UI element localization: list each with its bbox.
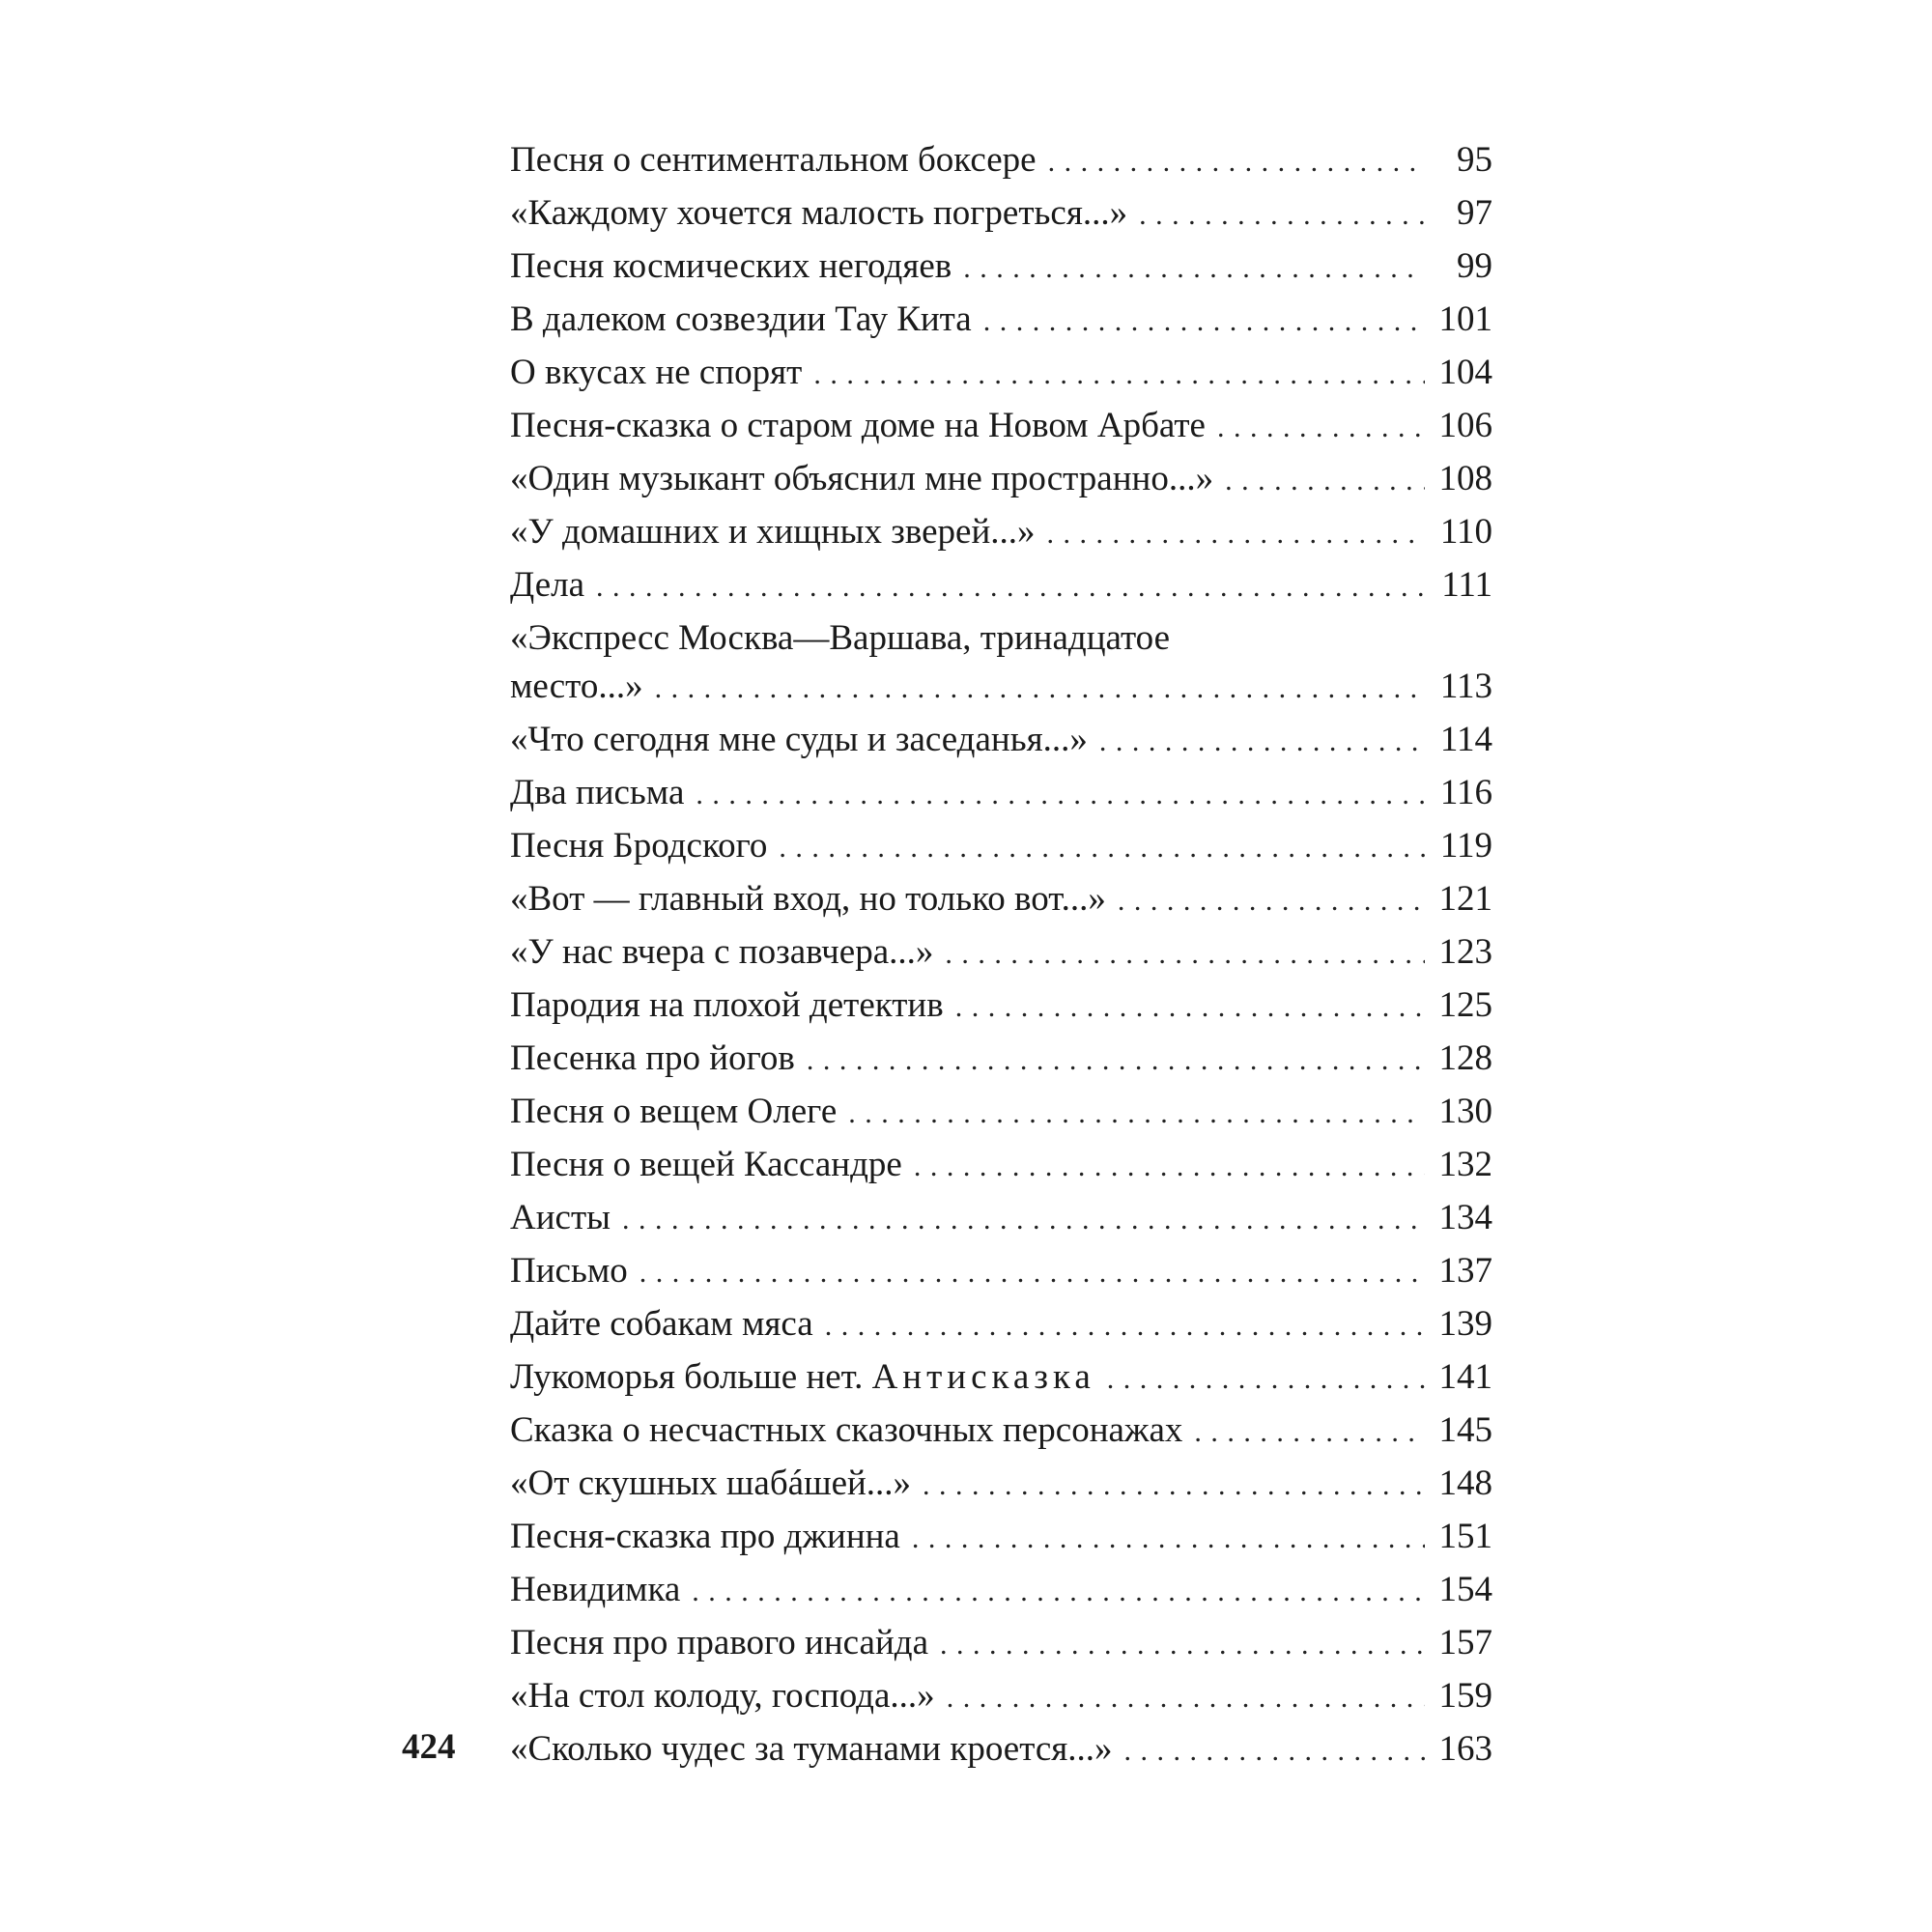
- toc-entry-page: 110: [1439, 512, 1492, 552]
- toc-entry-title-line2: место...»: [510, 667, 643, 706]
- toc-entry-page: 121: [1438, 879, 1492, 919]
- toc-entry: [510, 186, 1492, 240]
- toc-entry: [510, 1404, 1492, 1457]
- toc-entry-page: 151: [1438, 1517, 1492, 1556]
- toc-entry-page: 148: [1438, 1463, 1492, 1503]
- dot-leader: [639, 1246, 1425, 1299]
- toc-entry: [510, 558, 1492, 611]
- dot-leader: [1217, 401, 1425, 454]
- dot-leader: [1124, 1724, 1425, 1777]
- toc-entry: [510, 872, 1492, 925]
- dot-leader: [923, 1459, 1425, 1512]
- dot-leader: [622, 1193, 1425, 1246]
- toc-entry: [510, 452, 1492, 505]
- dot-leader: [912, 1512, 1425, 1565]
- dot-leader: [696, 768, 1425, 821]
- toc-entry: [510, 925, 1492, 979]
- toc-entry: [510, 611, 1492, 713]
- toc-entry-title: «Вот — главный вход, но только вот...»: [510, 879, 1106, 919]
- toc-entry-page: 130: [1438, 1092, 1492, 1131]
- toc-entry: [510, 1297, 1492, 1350]
- toc-entry-title: «У домашних и хищных зверей...»: [510, 512, 1036, 552]
- toc-entry: [510, 133, 1492, 186]
- toc-entry-page: 114: [1439, 720, 1492, 759]
- toc-entry-title: В далеком созвездии Тау Кита: [510, 299, 972, 339]
- toc-entry-subtitle: Антисказка: [871, 1357, 1095, 1397]
- toc-entry-page: 101: [1438, 299, 1492, 339]
- toc-entry-title: Дайте собакам мяса: [510, 1304, 813, 1344]
- toc-entry: [510, 819, 1492, 872]
- toc-entry-page: 141: [1438, 1357, 1492, 1397]
- page-number: 424: [402, 1727, 456, 1767]
- toc-entry-page: 137: [1438, 1251, 1492, 1291]
- toc-entry-title: Пародия на плохой детектив: [510, 985, 944, 1025]
- toc-entry-page: 97: [1457, 193, 1492, 233]
- dot-leader: [955, 980, 1425, 1034]
- toc-entry-page: 108: [1438, 459, 1492, 498]
- toc-entry: [510, 1085, 1492, 1138]
- toc-entry-page: 104: [1438, 353, 1492, 392]
- toc-entry: [510, 766, 1492, 819]
- dot-leader: [1118, 874, 1425, 927]
- toc-entry-title: «От скушных шабáшей...»: [510, 1463, 912, 1503]
- toc-entry-page: 119: [1439, 826, 1492, 866]
- toc-entry-title: Дела: [510, 565, 584, 605]
- dot-leader: [963, 242, 1425, 295]
- dot-leader: [813, 348, 1425, 401]
- toc-entry-page: 113: [1439, 667, 1492, 706]
- dot-leader: [848, 1087, 1425, 1140]
- toc-entry: [510, 1350, 1492, 1404]
- toc-entry: [510, 979, 1492, 1032]
- toc-entry-title: Два письма: [510, 773, 685, 812]
- toc-entry-page: 154: [1438, 1570, 1492, 1609]
- toc-entry-page: 116: [1439, 773, 1492, 812]
- toc-entry-title: Песенка про йогов: [510, 1038, 795, 1078]
- toc-entry-page: 145: [1438, 1410, 1492, 1450]
- table-of-contents: [510, 133, 1492, 1776]
- toc-entry-title: Песня про правого инсайда: [510, 1623, 928, 1662]
- dot-leader: [692, 1565, 1425, 1618]
- dot-leader: [596, 560, 1425, 613]
- toc-entry-page: 157: [1438, 1623, 1492, 1662]
- toc-entry-title: Песня Бродского: [510, 826, 768, 866]
- toc-entry: [510, 240, 1492, 293]
- toc-entry-page: 134: [1438, 1198, 1492, 1237]
- toc-entry: [510, 1510, 1492, 1563]
- toc-entry-title: Песня о вещей Кассандре: [510, 1145, 902, 1184]
- dot-leader: [779, 821, 1425, 874]
- toc-entry-page: 139: [1438, 1304, 1492, 1344]
- dot-leader: [945, 927, 1425, 980]
- toc-entry-title: «Сколько чудес за туманами кроется...»: [510, 1729, 1113, 1769]
- toc-entry-title: Письмо: [510, 1251, 628, 1291]
- toc-entry-title: Невидимка: [510, 1570, 681, 1609]
- dot-leader: [1139, 188, 1425, 242]
- toc-entry: [510, 1457, 1492, 1510]
- toc-entry-page: 125: [1438, 985, 1492, 1025]
- dot-leader: [655, 662, 1425, 715]
- toc-entry: [510, 1669, 1492, 1722]
- toc-entry-title: Аисты: [510, 1198, 611, 1237]
- toc-entry-title: Песня о сентиментальном боксере: [510, 140, 1037, 180]
- toc-entry-page: 95: [1457, 140, 1492, 180]
- dot-leader: [1107, 1352, 1425, 1406]
- toc-entry: [510, 399, 1492, 452]
- toc-entry-title: «У нас вчера с позавчера...»: [510, 932, 934, 972]
- toc-entry-page: 132: [1438, 1145, 1492, 1184]
- toc-entry-page: 159: [1438, 1676, 1492, 1716]
- toc-entry-title: «На стол колоду, господа...»: [510, 1676, 935, 1716]
- toc-entry-title: «Каждому хочется малость погреться...»: [510, 193, 1128, 233]
- toc-entry-title: Сказка о несчастных сказочных персонажах: [510, 1410, 1183, 1450]
- toc-entry: [510, 1563, 1492, 1616]
- toc-entry-title-main: Лукоморья больше нет.: [510, 1357, 864, 1397]
- toc-entry: [510, 346, 1492, 399]
- dot-leader: [1048, 135, 1425, 188]
- toc-entry-title-line1: «Экспресс Москва—Варшава, тринадцатое: [510, 618, 1171, 658]
- dot-leader: [807, 1034, 1425, 1087]
- dot-leader: [983, 295, 1425, 348]
- toc-entry-page: 106: [1438, 406, 1492, 445]
- dot-leader: [947, 1671, 1425, 1724]
- toc-entry: [510, 1138, 1492, 1191]
- toc-entry-title: Песня-сказка о старом доме на Новом Арбате: [510, 406, 1206, 445]
- toc-entry-title: «Что сегодня мне суды и заседанья...»: [510, 720, 1088, 759]
- toc-entry: [510, 1032, 1492, 1085]
- dot-leader: [825, 1299, 1425, 1352]
- toc-entry: [510, 293, 1492, 346]
- toc-entry-page: 123: [1438, 932, 1492, 972]
- dot-leader: [914, 1140, 1425, 1193]
- toc-entry: [510, 713, 1492, 766]
- toc-entry: [510, 505, 1492, 558]
- toc-entry-title: Песня космических негодяев: [510, 246, 952, 286]
- toc-entry: [510, 1616, 1492, 1669]
- dot-leader: [1194, 1406, 1425, 1459]
- toc-entry-page: 128: [1438, 1038, 1492, 1078]
- toc-entry-title: Песня-сказка про джинна: [510, 1517, 900, 1556]
- dot-leader: [1225, 454, 1425, 507]
- dot-leader: [1047, 507, 1425, 560]
- dot-leader: [1099, 715, 1425, 768]
- toc-entry-continuation: [510, 660, 1492, 713]
- toc-entry: [510, 1191, 1492, 1244]
- toc-entry: [510, 1244, 1492, 1297]
- toc-entry-title: Песня о вещем Олеге: [510, 1092, 838, 1131]
- toc-entry-page: 163: [1438, 1729, 1492, 1769]
- toc-entry-page: 99: [1457, 246, 1492, 286]
- toc-entry-page: 111: [1441, 565, 1492, 605]
- toc-entry-title: [510, 1350, 1095, 1404]
- toc-entry-title: О вкусах не спорят: [510, 353, 803, 392]
- dot-leader: [940, 1618, 1425, 1671]
- toc-entry: [510, 1722, 1492, 1776]
- toc-entry-title: «Один музыкант объяснил мне пространно...»: [510, 459, 1214, 498]
